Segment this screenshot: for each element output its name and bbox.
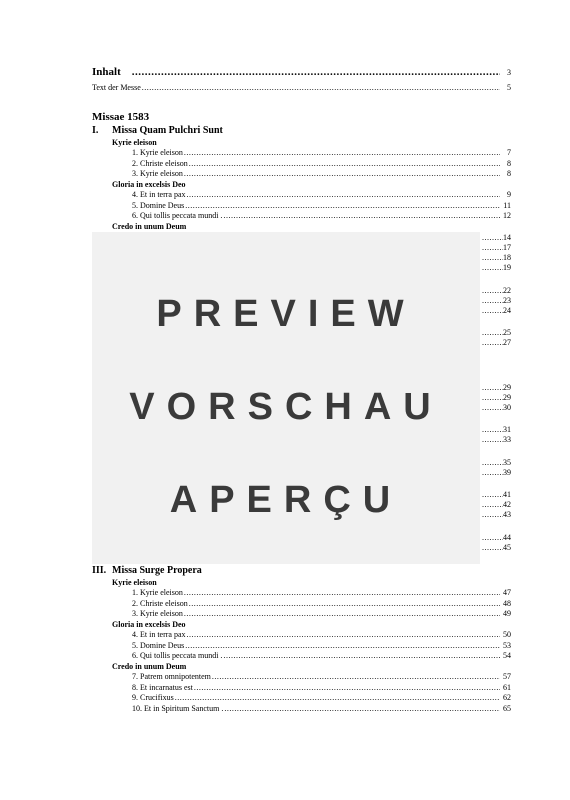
page-number: 18 — [503, 253, 511, 262]
page-number: 39 — [503, 468, 511, 477]
hidden-toc-entry — [482, 306, 511, 316]
subheading-credo: Credo in unum Deum — [112, 222, 187, 231]
hidden-toc-entry — [482, 458, 511, 468]
page-number: 50 — [503, 630, 511, 639]
page-number: 49 — [503, 609, 511, 618]
toc-title: 2. Christe eleison — [132, 158, 188, 168]
hidden-toc-entry — [482, 490, 511, 500]
leader-dots — [184, 609, 500, 619]
toc-title: 4. Et in terra pax — [132, 630, 186, 639]
page-number: 43 — [503, 510, 511, 519]
toc-title: 4. Et in terra pax — [132, 190, 186, 199]
page-number: 27 — [503, 338, 511, 347]
leader-dots — [175, 693, 500, 703]
leader-dots — [482, 458, 503, 468]
page-number: 41 — [503, 490, 511, 499]
page-number: 11 — [503, 200, 511, 210]
leader-dots — [132, 66, 500, 78]
leader-dots — [482, 286, 503, 296]
toc-entry — [132, 651, 511, 661]
leader-dots — [184, 588, 500, 598]
toc-title: Inhalt — [92, 66, 121, 78]
leader-dots — [482, 233, 503, 243]
hidden-toc-entry — [482, 243, 511, 253]
leader-dots — [187, 630, 500, 640]
mass-title: Missa Surge Propera — [112, 565, 202, 576]
toc-title: 5. Domine Deus — [132, 200, 185, 210]
leader-dots — [482, 500, 503, 510]
mass-title: Missa Quam Pulchri Sunt — [112, 125, 223, 136]
page-number: 65 — [503, 703, 511, 713]
page-number: 22 — [503, 286, 511, 295]
leader-dots — [482, 510, 503, 520]
toc-entry — [132, 609, 511, 619]
toc-entry-inhalt — [92, 66, 511, 79]
toc-title: 5. Domine Deus — [132, 640, 185, 650]
page-number: 62 — [503, 693, 511, 702]
toc-title: 1. Kyrie eleison — [132, 148, 183, 157]
toc-entry — [132, 211, 511, 221]
page-number: 17 — [503, 243, 511, 252]
leader-dots — [184, 169, 500, 179]
page-number: 25 — [503, 328, 511, 337]
toc-title: 9. Crucifixus — [132, 693, 174, 702]
page-number: 33 — [503, 435, 511, 444]
hidden-toc-entry — [482, 296, 511, 306]
leader-dots — [142, 83, 500, 93]
hidden-toc-entry — [482, 286, 511, 296]
hidden-toc-entry — [482, 338, 511, 348]
page-number: 31 — [503, 425, 511, 434]
hidden-toc-entry — [482, 435, 511, 445]
page-number: 61 — [503, 682, 511, 692]
hidden-toc-entry — [482, 510, 511, 520]
leader-dots — [482, 393, 503, 403]
page-number: 57 — [503, 672, 511, 681]
toc-entry — [132, 630, 511, 640]
toc-entry — [132, 704, 511, 714]
toc-title: 6. Qui tollis peccata mundi . — [132, 651, 223, 660]
toc-entry-text-der-messe — [92, 83, 511, 93]
subheading-kyrie: Kyrie eleison — [112, 138, 157, 147]
toc-title: 1. Kyrie eleison — [132, 588, 183, 597]
leader-dots — [482, 425, 503, 435]
leader-dots — [482, 263, 503, 273]
page-number: 19 — [503, 263, 511, 272]
watermark-apercu: APERÇU — [169, 479, 403, 521]
toc-title: 3. Kyrie eleison — [132, 169, 183, 178]
page-number: 29 — [503, 393, 511, 402]
page-number: 14 — [503, 233, 511, 242]
toc-title: 6. Qui tollis peccata mundi . — [132, 211, 223, 220]
leader-dots — [482, 328, 503, 338]
leader-dots — [189, 599, 500, 609]
toc-entry — [132, 148, 511, 158]
mass-heading — [92, 125, 223, 137]
toc-entry — [132, 599, 511, 609]
page-number: 42 — [503, 500, 511, 509]
subheading-gloria: Gloria in excelsis Deo — [112, 180, 186, 189]
hidden-toc-entry — [482, 468, 511, 478]
toc-entry — [132, 201, 511, 211]
hidden-toc-entry — [482, 425, 511, 435]
page-number: 35 — [503, 458, 511, 467]
leader-dots — [212, 672, 500, 682]
hidden-toc-entry — [482, 533, 511, 543]
watermark-vorschau: VORSCHAU — [129, 386, 443, 428]
toc-entry — [132, 588, 511, 598]
hidden-toc-entry — [482, 253, 511, 263]
toc-entry — [132, 672, 511, 682]
leader-dots — [482, 403, 503, 413]
toc-entry — [132, 169, 511, 179]
page-number: 53 — [503, 640, 511, 650]
toc-title: 8. Et incarnatus est — [132, 682, 193, 692]
subheading-gloria: Gloria in excelsis Deo — [112, 620, 186, 629]
mass-number: I. — [92, 125, 99, 136]
toc-title: Text der Messe — [92, 83, 141, 92]
leader-dots — [482, 468, 503, 478]
leader-dots — [223, 651, 500, 661]
leader-dots — [482, 296, 503, 306]
toc-title: 2. Christe eleison — [132, 598, 188, 608]
page-number: 23 — [503, 296, 511, 305]
toc-title: 3. Kyrie eleison — [132, 609, 183, 618]
hidden-toc-entry — [482, 543, 511, 553]
page-number: 54 — [503, 651, 511, 660]
leader-dots — [482, 306, 503, 316]
leader-dots — [482, 435, 503, 445]
page-number: 3 — [507, 68, 511, 77]
page-number: 48 — [503, 598, 511, 608]
page-number: 9 — [507, 190, 511, 199]
leader-dots — [482, 490, 503, 500]
leader-dots — [185, 641, 500, 651]
toc-title: 7. Patrem omnipotentem — [132, 672, 211, 681]
page-number: 45 — [503, 543, 511, 552]
mass-number: III. — [92, 565, 107, 576]
leader-dots — [482, 253, 503, 263]
toc-title: 10. Et in Spiritum Sanctum . — [132, 703, 224, 713]
hidden-toc-entry — [482, 233, 511, 243]
toc-entry — [132, 159, 511, 169]
leader-dots — [189, 159, 500, 169]
leader-dots — [223, 211, 500, 221]
section-heading: Missae 1583 — [92, 111, 150, 123]
hidden-toc-entry — [482, 263, 511, 273]
leader-dots — [482, 338, 503, 348]
page-number: 8 — [507, 158, 511, 168]
mass-heading — [92, 565, 202, 577]
leader-dots — [194, 683, 500, 693]
hidden-toc-entry — [482, 383, 511, 393]
page-number: 8 — [507, 169, 511, 178]
page-number: 24 — [503, 306, 511, 315]
page-number: 29 — [503, 383, 511, 392]
leader-dots — [482, 243, 503, 253]
leader-dots — [184, 148, 500, 158]
page-number: 5 — [507, 83, 511, 92]
hidden-toc-entry — [482, 328, 511, 338]
page-number: 44 — [503, 533, 511, 542]
toc-entry — [132, 641, 511, 651]
leader-dots — [185, 201, 500, 211]
leader-dots — [482, 533, 503, 543]
hidden-toc-entry — [482, 393, 511, 403]
subheading-kyrie: Kyrie eleison — [112, 578, 157, 587]
page-number: 47 — [503, 588, 511, 597]
leader-dots — [224, 704, 500, 714]
toc-entry — [132, 683, 511, 693]
toc-entry — [132, 190, 511, 200]
page-number: 30 — [503, 403, 511, 412]
leader-dots — [187, 190, 500, 200]
page-number: 12 — [503, 211, 511, 220]
leader-dots — [482, 383, 503, 393]
hidden-toc-entry — [482, 500, 511, 510]
toc-entry — [132, 693, 511, 703]
subheading-credo: Credo in unum Deum — [112, 662, 187, 671]
leader-dots — [482, 543, 503, 553]
page-number: 7 — [507, 148, 511, 157]
hidden-toc-entry — [482, 403, 511, 413]
watermark-preview: PREVIEW — [156, 293, 416, 335]
